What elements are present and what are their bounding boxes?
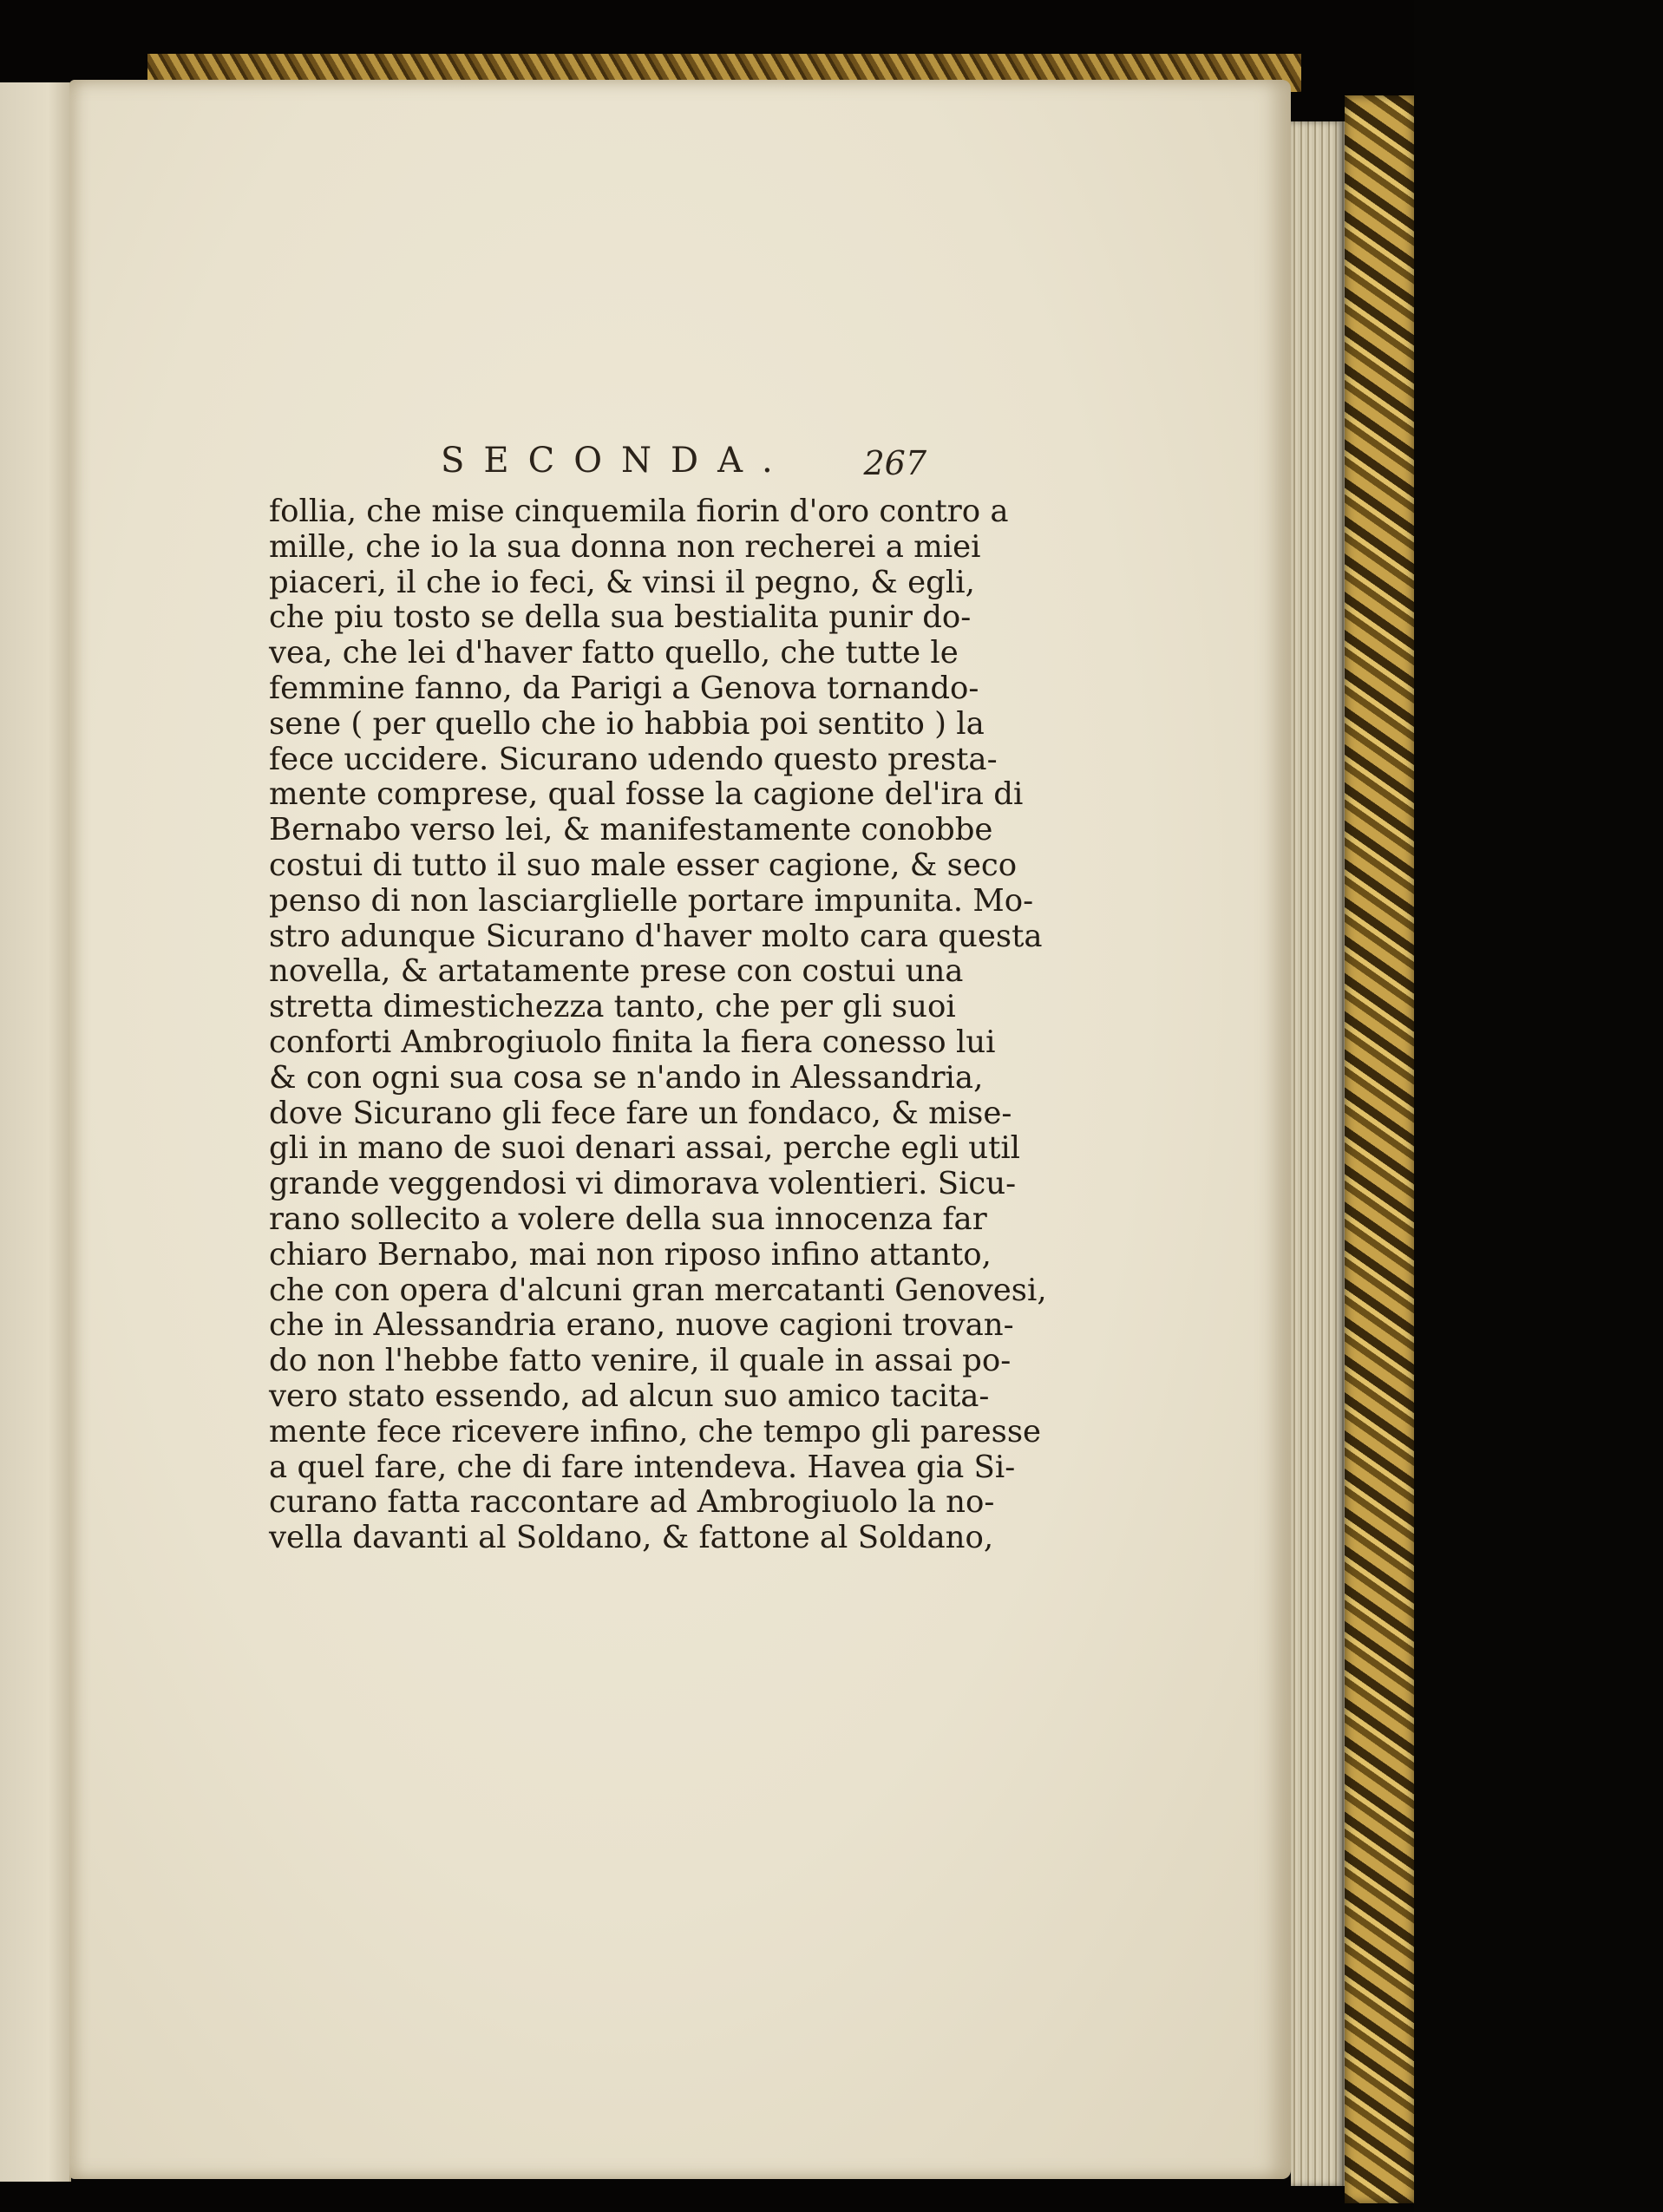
running-title: SECONDA. [441, 441, 792, 481]
text-line: mente comprese, qual fosse la cagione del'ira di [269, 776, 1024, 813]
facing-page-edge [0, 82, 71, 2182]
text-line: rano sollecito a volere della sua innocenza far [269, 1201, 987, 1237]
text-line: follia, che mise cinquemila fiorin d'oro contro a [269, 494, 1009, 529]
body-text [269, 494, 1047, 1556]
text-line: fece uccidere. Sicurano udendo questo presta- [269, 741, 998, 777]
text-line: grande veggendosi vi dimorava volentieri. Sicu- [269, 1166, 1017, 1202]
text-line: femmine fanno, da Parigi a Genova tornando- [269, 670, 979, 706]
text-line: a quel fare, che di fare intendeva. Havea gia Si- [269, 1449, 1016, 1485]
text-line: conforti Ambrogiuolo finita la fiera conesso lui [269, 1024, 996, 1060]
text-line: che con opera d'alcuni gran mercatanti Genovesi, [269, 1272, 1047, 1308]
running-header [441, 441, 926, 493]
text-line: mente fece ricevere infino, che tempo gli paresse [269, 1413, 1042, 1450]
text-line: vero stato essendo, ad alcun suo amico tacita- [269, 1378, 990, 1414]
text-line: do non l'hebbe fatto venire, il quale in assai po- [269, 1343, 1012, 1379]
text-line: chiaro Bernabo, mai non riposo infino attanto, [269, 1236, 992, 1273]
text-line: penso di non lasciarglielle portare impunita. Mo- [269, 882, 1034, 919]
text-line: stretta dimestichezza tanto, che per gli suoi [269, 989, 956, 1025]
text-line: curano fatta raccontare ad Ambrogiuolo la no- [269, 1484, 995, 1521]
text-line: stro adunque Sicurano d'haver molto cara questa [269, 918, 1043, 954]
text-line: che piu tosto se della sua bestialita punir do- [269, 599, 972, 636]
text-line: vea, che lei d'haver fatto quello, che tutte le [269, 635, 959, 671]
page-number: 267 [863, 444, 926, 482]
text-line: Bernabo verso lei, & manifestamente conobbe [269, 812, 993, 848]
text-line: mille, che io la sua donna non recherei a miei [269, 528, 981, 565]
text-line: dove Sicurano gli fece fare un fondaco, & mise- [269, 1095, 1012, 1131]
gilt-binding-edge [1345, 95, 1414, 2203]
text-line: piaceri, il che io feci, & vinsi il pegno, & egli, [269, 564, 975, 600]
text-line: che in Alessandria erano, nuove cagioni trovan- [269, 1307, 1014, 1344]
text-line: costui di tutto il suo male esser cagione, & seco [269, 847, 1018, 883]
text-line: & con ogni sua cosa se n'ando in Alessandria, [269, 1059, 984, 1096]
text-line: vella davanti al Soldano, & fattone al Soldano, [269, 1520, 994, 1556]
page-fore-edge [1291, 121, 1345, 2186]
text-line: sene ( per quello che io habbia poi sentito ) la [269, 705, 985, 742]
scan-background [1414, 0, 1663, 2212]
text-line: gli in mano de suoi denari assai, perche egli util [269, 1130, 1021, 1167]
text-line: novella, & artatamente prese con costui una [269, 953, 964, 990]
